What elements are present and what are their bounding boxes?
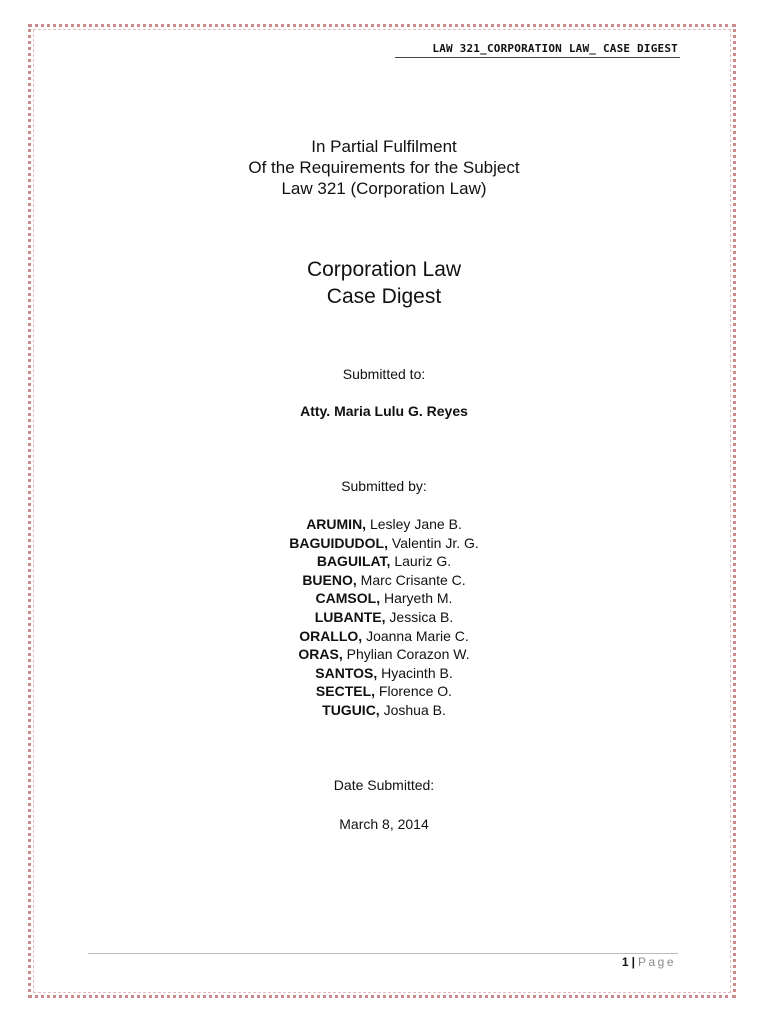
member-item: SANTOS, Hyacinth B. xyxy=(315,664,453,681)
member-item: ORALLO, Joanna Marie C. xyxy=(299,627,469,644)
header-underline xyxy=(395,57,680,58)
fulfilment-statement xyxy=(0,136,768,199)
title-line-1: Corporation Law xyxy=(306,258,462,281)
intro-line-2: Of the Requirements for the Subject xyxy=(248,158,520,177)
intro-line-1: In Partial Fulfilment xyxy=(311,137,457,156)
member-item: ARUMIN, Lesley Jane B. xyxy=(306,516,462,532)
running-header: LAW 321_CORPORATION LAW_ CASE DIGEST xyxy=(432,42,678,55)
intro-line-3: Law 321 (Corporation Law) xyxy=(281,179,487,198)
member-item: ORAS, Phylian Corazon W. xyxy=(298,646,470,663)
member-list xyxy=(0,515,768,720)
date-submitted-value: March 8, 2014 xyxy=(339,816,429,832)
member-item: BUENO, Marc Crisante C. xyxy=(302,571,466,588)
document-title xyxy=(0,256,768,310)
member-item: CAMSOL, Haryeth M. xyxy=(315,590,453,607)
member-item: TUGUIC, Joshua B. xyxy=(322,701,446,718)
page-number: 1 xyxy=(621,955,629,969)
title-line-2: Case Digest xyxy=(326,285,442,308)
date-submitted-label: Date Submitted: xyxy=(333,777,435,793)
member-item: LUBANTE, Jessica B. xyxy=(314,608,454,625)
submitted-to-name: Atty. Maria Lulu G. Reyes xyxy=(300,403,468,419)
page-footer xyxy=(622,955,676,969)
member-item: BAGUILAT, Lauriz G. xyxy=(316,553,452,570)
member-item: SECTEL, Florence O. xyxy=(315,683,453,700)
footer-separator: | xyxy=(631,955,635,969)
submitted-by-label: Submitted by: xyxy=(341,478,427,494)
member-item: BAGUIDUDOL, Valentin Jr. G. xyxy=(289,534,479,551)
submitted-to-label: Submitted to: xyxy=(342,366,426,382)
page-label: Page xyxy=(637,955,676,969)
footer-rule xyxy=(88,953,678,954)
